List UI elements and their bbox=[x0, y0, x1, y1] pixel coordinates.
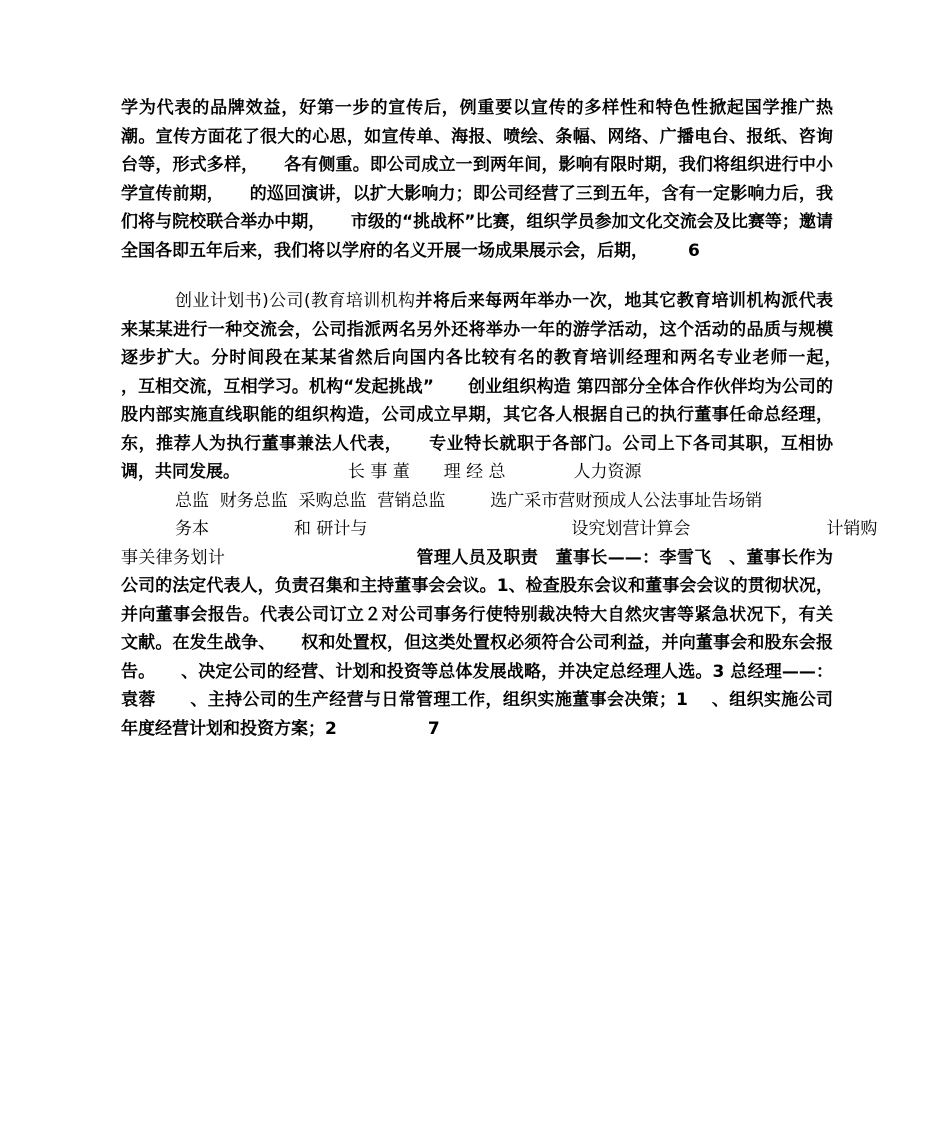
document-page bbox=[121, 94, 878, 743]
paragraph-1-text: 学为代表的品牌效益，好第一步的宣传后，例重要以宣传的多样性和特色性掀起国学推广热潮。宣传方面花了很大的心思，如宣传单、海报、喷绘、条幅、网络、广播电台、报纸、咨询台等，形式多样， 各有侧重。即公司成立一到两年间，影响有限时期，我们将组织进行中小学宣传前期， 的巡回演讲，以扩大影响力；即公司经营了三到五年，含有一定影响力后，我们将与院校联合举办中期， 市级的“挑战杯”比赛，组织学员参加文化交流会及比赛等；邀请全国各即五年后来，我们将以学府的名义开展一场成果展示会，后期， bbox=[121, 98, 833, 261]
paragraph-2-body: 并将后来每两年举办一次，地其它教育培训机构派代表来某某进行一种交流会，公司指派两名另外还将举办一年的游学活动，这个活动的品质与规模逐步扩大。分时间段在某某省然后向国内各比较有名的教育培训经理和两名专业老师一起， ，互相交流，互相学习。机构“发起挑战” 创业组织构造 第四部分全体合作伙伴均为公司的股内部实施直线职能的组织构造，公司成立早期，其它各人根据自己的执行董事任命总经理，东，推荐人为执行董事兼法人代表， 专业特长就职于各部门。公司上下各司其职，互相协调，共同发展。 bbox=[121, 291, 867, 482]
paragraph-2-lead: 创业计划书)公司(教育培训机构 bbox=[175, 291, 416, 311]
paragraph-2 bbox=[121, 287, 878, 743]
page-number-7: 7 bbox=[427, 718, 440, 739]
org-chart-line-1: 长 事 董 理 经 总 人力资源 bbox=[245, 462, 642, 482]
org-chart-line-2: 总监 财务总监 采购总监 营销总监 选广采市营财预成人公法事址告场销 bbox=[175, 490, 763, 511]
paragraph-2-body-2: 管理人员及职责 董事长——：李雪飞 、董事长作为公司的法定代表人，负责召集和主持董事会会议。1、检查股东会议和董事会会议的贯彻状况，并向董事会报告。代表公司订立２对公司事务行使特别裁决特大自然灾害等紧急状况下，有关文献。在发生战争、 权和处置权，但这类处置权必须符合公司利益，并向董事会和股东会报告。 、决定公司的经营、计划和投资等总体发展战略，并决定总经理人选。3 总经理——：袁蓉 、主持公司的生产经营与日常管理工作，组织实施董事会决策；1 、组织实施公司年度经营计划和投资方案；2 bbox=[121, 547, 834, 739]
org-chart-line-3: 务本 和 研计与 设究划营计算会 计销购 bbox=[175, 519, 878, 539]
paragraph-1 bbox=[121, 94, 833, 265]
org-chart-line-4: 事关律务划计 bbox=[121, 547, 226, 568]
page-number-6: 6 bbox=[688, 240, 700, 261]
